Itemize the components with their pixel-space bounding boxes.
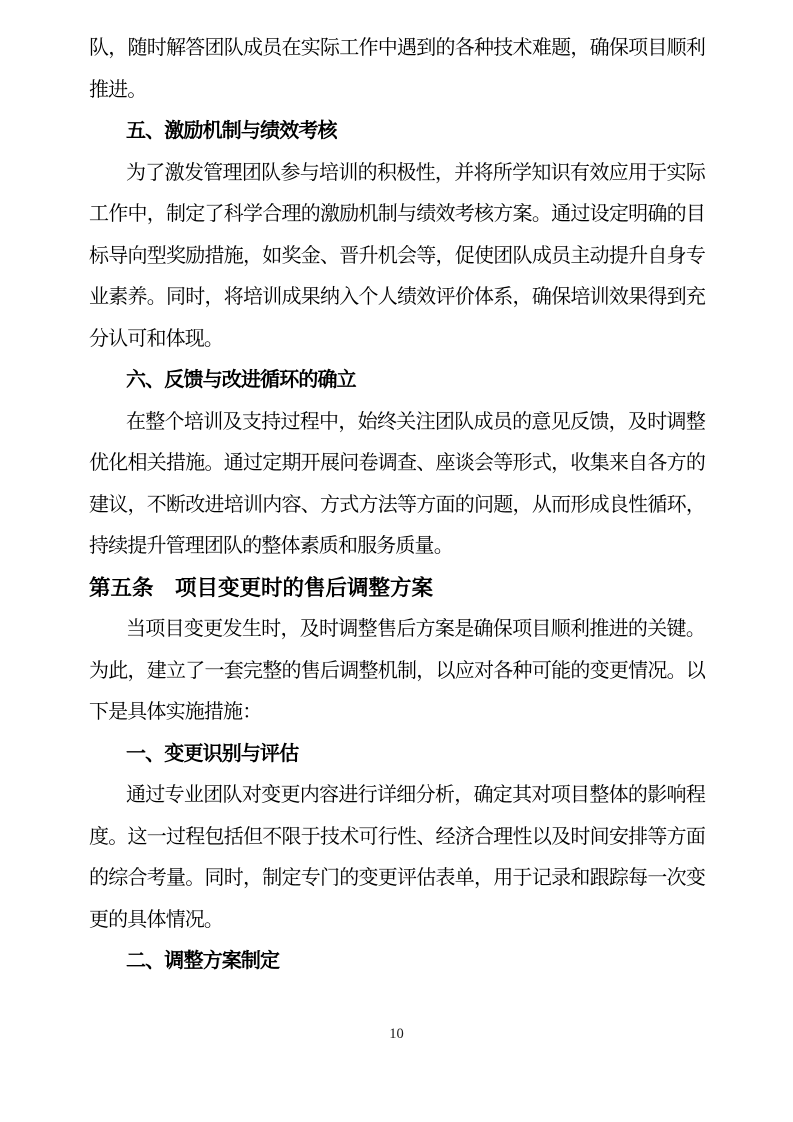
subsection-heading-5: 五、激励机制与绩效考核 (126, 120, 337, 142)
text-line: 更的具体情况。 (89, 908, 224, 931)
subsection-heading-2: 二、调整方案制定 (126, 950, 280, 972)
text-line: 队，随时解答团队成员在实际工作中遇到的各种技术难题，确保项目顺利 (89, 37, 705, 59)
paragraph-continuation (89, 28, 705, 111)
text-line: 标导向型奖励措施，如奖金、晋升机会等，促使团队成员主动提升自身专 (89, 244, 705, 267)
text-line: 度。这一过程包括但不限于技术可行性、经济合理性以及时间安排等方面 (89, 825, 705, 848)
text-line: 工作中，制定了科学合理的激励机制与绩效考核方案。通过设定明确的目 (89, 203, 705, 225)
paragraph (89, 609, 705, 734)
text-line: 推进。 (89, 78, 147, 101)
paragraph (89, 775, 705, 941)
text-line: 分认可和体现。 (89, 327, 224, 350)
page-number: 10 (389, 1026, 404, 1042)
paragraph (89, 402, 705, 568)
text-line: 为了激发管理团队参与培训的积极性，并将所学知识有效应用于实际 (126, 161, 705, 184)
text-line: 业素养。同时，将培训成果纳入个人绩效评价体系，确保培训效果得到充 (89, 286, 705, 308)
text-line: 建议，不断改进培训内容、方式方法等方面的问题，从而形成良性循环， (89, 493, 705, 516)
text-line: 通过专业团队对变更内容进行详细分析，确定其对项目整体的影响程 (126, 784, 705, 806)
text-line: 下是具体实施措施： (89, 701, 262, 723)
text-line: 优化相关措施。通过定期开展问卷调查、座谈会等形式，收集来自各方的 (89, 452, 705, 474)
document-content (89, 28, 705, 983)
chapter-heading-article-5: 第五条 项目变更时的售后调整方案 (89, 575, 434, 600)
text-line: 的综合考量。同时，制定专门的变更评估表单，用于记录和跟踪每一次变 (89, 867, 705, 889)
text-line: 在整个培训及支持过程中，始终关注团队成员的意见反馈，及时调整 (126, 410, 705, 433)
subsection-heading-1: 一、变更识别与评估 (126, 742, 299, 765)
text-line: 当项目变更发生时，及时调整售后方案是确保项目顺利推进的关键。 (126, 618, 705, 640)
text-line: 为此，建立了一套完整的售后调整机制，以应对各种可能的变更情况。以 (89, 659, 705, 682)
paragraph (89, 153, 705, 361)
text-line: 持续提升管理团队的整体素质和服务质量。 (89, 535, 453, 557)
subsection-heading-6: 六、反馈与改进循环的确立 (126, 369, 356, 391)
